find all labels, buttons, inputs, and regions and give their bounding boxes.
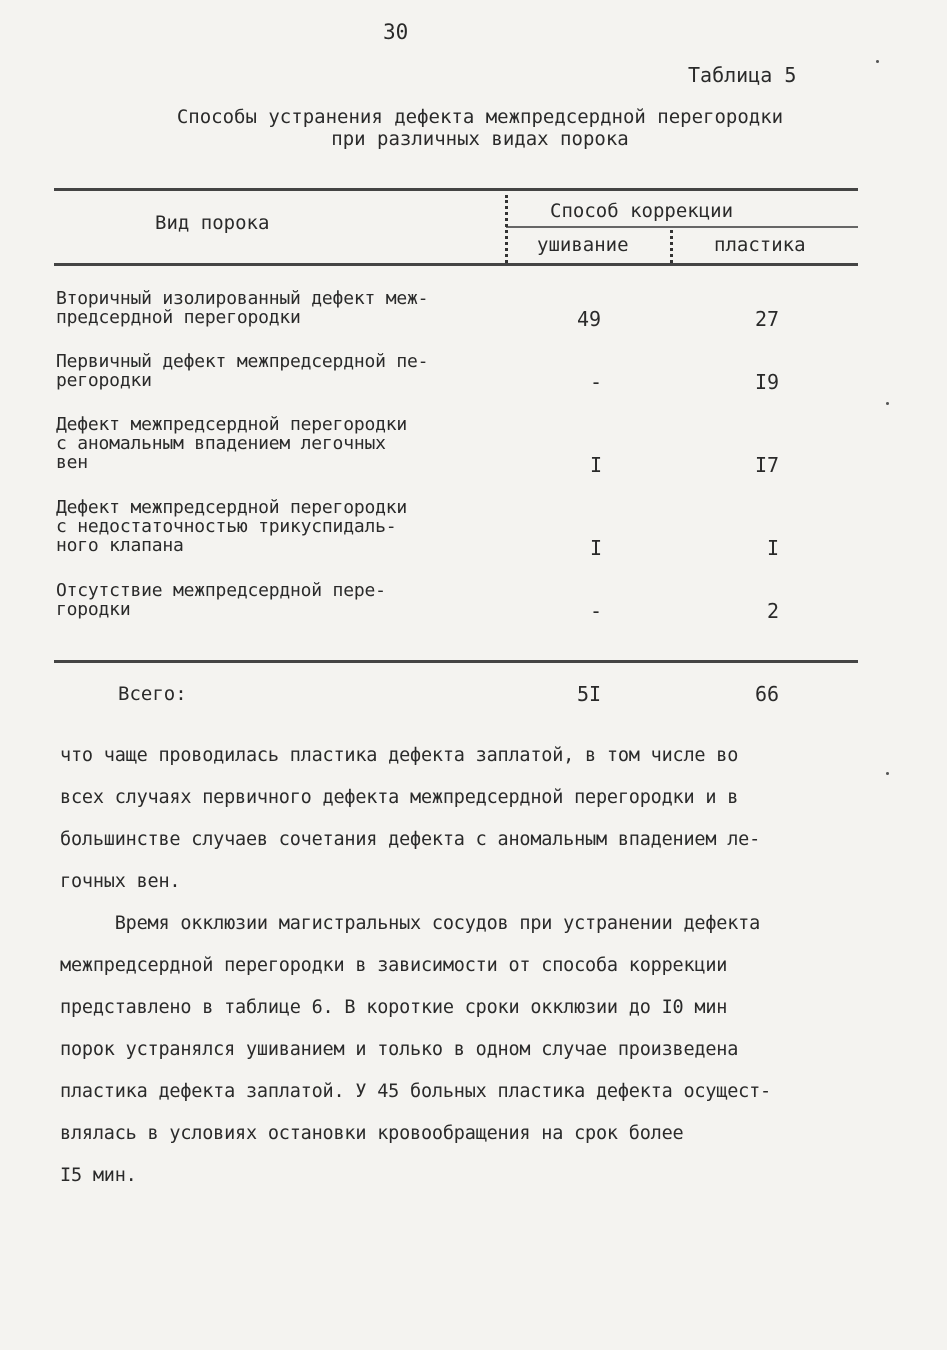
- header-column-divider: [505, 195, 508, 263]
- row-suture-value: -: [589, 370, 603, 394]
- total-label: Всего:: [118, 683, 187, 705]
- row-label-line: вен: [56, 452, 88, 473]
- table-row-label: [56, 581, 506, 619]
- total-plasty-value: 66: [754, 682, 780, 706]
- row-label-line: Отсутствие межпредсердной пере-: [56, 580, 386, 601]
- row-label-line: Дефект межпредсердной перегородки: [56, 497, 408, 518]
- row-label-line: городки: [56, 599, 131, 620]
- table-title: [100, 106, 860, 150]
- header-suture: ушивание: [537, 234, 629, 256]
- total-suture-value: 5I: [576, 682, 602, 706]
- row-label-line: регородки: [56, 370, 152, 391]
- body-text-line: гочных вен.: [60, 871, 181, 892]
- scan-speck: [886, 402, 889, 405]
- body-text-line: что чаще проводилась пластика дефекта заплатой, в том числе во: [60, 745, 739, 766]
- scan-speck: [886, 772, 889, 775]
- body-text-line: I5 мин.: [60, 1165, 137, 1186]
- scan-speck: [876, 60, 879, 63]
- header-bottom-rule: [54, 263, 858, 266]
- row-label-line: с недостаточностью трикуспидаль-: [56, 516, 397, 537]
- row-plasty-value: I9: [754, 370, 780, 394]
- row-suture-value: I: [589, 536, 603, 560]
- body-text-line: порок устранялся ушиванием и только в одном случае произведена: [60, 1039, 739, 1060]
- row-label-line: с аномальным впадением легочных: [56, 433, 386, 454]
- header-method-rule: [506, 226, 858, 228]
- body-text-line: представлено в таблице 6. В короткие сроки окклюзии до I0 мин: [60, 997, 728, 1018]
- row-plasty-value: I7: [754, 453, 780, 477]
- row-plasty-value: 27: [754, 307, 780, 331]
- row-label-line: Первичный дефект межпредсердной пе-: [56, 351, 429, 372]
- row-plasty-value: 2: [766, 599, 780, 623]
- body-text-line: Время окклюзии магистральных сосудов при устранении дефекта: [60, 913, 761, 934]
- header-defect-type: Вид порока: [155, 212, 270, 234]
- body-text-line: большинстве случаев сочетания дефекта с аномальным впадением ле-: [60, 829, 761, 850]
- body-text-line: пластика дефекта заплатой. У 45 больных пластика дефекта осущест-: [60, 1081, 771, 1102]
- row-suture-value: 49: [576, 307, 602, 331]
- row-suture-value: -: [589, 599, 603, 623]
- header-subcolumn-divider: [670, 230, 673, 263]
- row-label-line: предсердной перегородки: [56, 307, 301, 328]
- body-text-line: влялась в условиях остановки кровообращения на срок более: [60, 1123, 684, 1144]
- table-total-rule: [54, 660, 858, 663]
- table-row-label: [56, 415, 506, 472]
- row-suture-value: I: [589, 453, 603, 477]
- body-text: [60, 735, 890, 1197]
- table-row-label: [56, 498, 506, 555]
- body-text-line: всех случаях первичного дефекта межпредсердной перегородки и в: [60, 787, 739, 808]
- header-correction-method: Способ коррекции: [550, 200, 734, 222]
- header-plasty: пластика: [714, 234, 806, 256]
- table-row-label: [56, 289, 506, 327]
- table-row-label: [56, 352, 506, 390]
- table-title-line-1: Способы устранения дефекта межпредсердной перегородки: [176, 106, 784, 128]
- row-label-line: ного клапана: [56, 535, 184, 556]
- row-label-line: Дефект межпредсердной перегородки: [56, 414, 408, 435]
- table-title-line-2: при различных видах порока: [331, 128, 629, 150]
- table-label: Таблица 5: [688, 63, 797, 87]
- body-text-line: межпредсердной перегородки в зависимости от способа коррекции: [60, 955, 728, 976]
- row-label-line: Вторичный изолированный дефект меж-: [56, 288, 429, 309]
- row-plasty-value: I: [766, 536, 780, 560]
- page-number: 30: [383, 20, 409, 44]
- table-top-rule: [54, 188, 858, 191]
